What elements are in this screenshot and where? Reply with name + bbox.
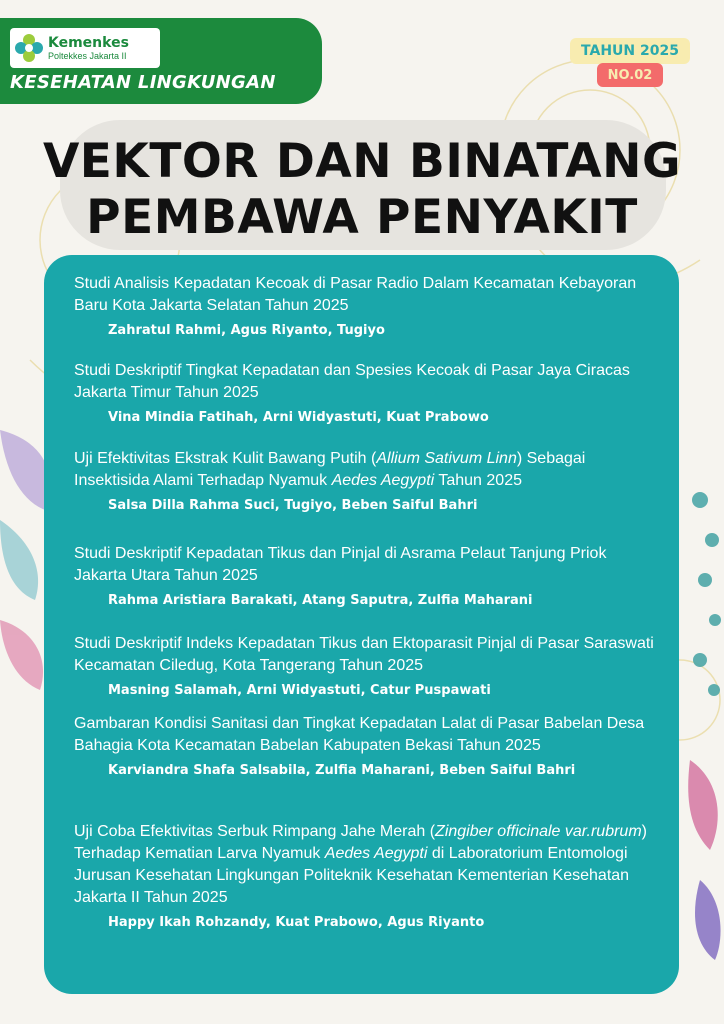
article-authors: Vina Mindia Fatihah, Arni Widyastuti, Kuat Prabowo: [108, 410, 489, 425]
article-title: [74, 360, 659, 404]
article-title: [74, 633, 659, 677]
title-text: di Laboratorium Entomologi Jurusan Kesehatan Lingkungan Politeknik Kesehatan Kementerian Kesehatan Jakarta II Tahun 2025: [74, 845, 630, 906]
title-text: Uji Coba Efektivitas Serbuk Rimpang Jahe Merah (: [74, 823, 436, 840]
article-title: [74, 543, 659, 587]
article-list-card: [44, 255, 679, 994]
title-text: ) Sebagai Insektisida Alami Terhadap Nyamuk: [74, 450, 586, 489]
species-name: Aedes Aegypti: [331, 472, 435, 489]
header-band: [0, 18, 322, 104]
leaf-left-decoration: [0, 430, 50, 690]
list-item: [74, 543, 659, 608]
logo-title: Kemenkes: [48, 34, 129, 51]
species-name: Aedes Aegypti: [324, 845, 428, 862]
title-text: ) Terhadap Kematian Larva Nyamuk: [74, 823, 647, 862]
department-label: KESEHATAN LINGKUNGAN: [10, 72, 276, 93]
list-item: [74, 448, 659, 513]
article-authors: Salsa Dilla Rahma Suci, Tugiyo, Beben Saiful Bahri: [108, 498, 478, 513]
species-name: Allium Sativum Linn: [376, 450, 517, 467]
list-item: [74, 360, 659, 425]
title-text: Studi Analisis Kepadatan Kecoak di Pasar Radio Dalam Kecamatan Kebayoran Baru Kota Jakarta Selatan Tahun 2025: [74, 275, 637, 314]
article-title: [74, 273, 659, 317]
leaf-right-decoration: [688, 492, 721, 960]
issue-badge: NO.02: [597, 63, 663, 87]
list-item: [74, 633, 659, 698]
title-text: Studi Deskriptif Tingkat Kepadatan dan Spesies Kecoak di Pasar Jaya Ciracas Jakarta Timur Tahun 2025: [74, 362, 630, 401]
logo-subtitle: Poltekkes Jakarta II: [48, 50, 127, 61]
article-title: [74, 713, 659, 757]
title-text: Uji Efektivitas Ekstrak Kulit Bawang Putih (: [74, 450, 377, 467]
species-name: Zingiber officinale var.rubrum: [435, 823, 642, 840]
title-text: Tahun 2025: [434, 472, 522, 489]
article-title: [74, 821, 659, 909]
list-item: [74, 713, 659, 778]
title-line-1: VEKTOR DAN BINATANG: [42, 134, 682, 189]
article-authors: Happy Ikah Rohzandy, Kuat Prabowo, Agus Riyanto: [108, 915, 485, 930]
kemenkes-logo-icon: [14, 33, 44, 63]
page-title: [0, 134, 724, 246]
article-title: [74, 448, 659, 492]
list-item: [74, 273, 659, 338]
title-text: Gambaran Kondisi Sanitasi dan Tingkat Kepadatan Lalat di Pasar Babelan Desa Bahagia Kota Kecamatan Babelan Kabupaten Bekasi Tahun 2025: [74, 715, 645, 754]
title-line-2: PEMBAWA PENYAKIT: [86, 190, 638, 245]
article-authors: Karviandra Shafa Salsabila, Zulfia Maharani, Beben Saiful Bahri: [108, 763, 576, 778]
title-text: Studi Deskriptif Indeks Kepadatan Tikus dan Ektoparasit Pinjal di Pasar Saraswati Kecamatan Ciledug, Kota Tangerang Tahun 2025: [74, 635, 654, 674]
article-authors: Rahma Aristiara Barakati, Atang Saputra, Zulfia Maharani: [108, 593, 533, 608]
kemenkes-logo: [10, 28, 160, 68]
year-badge: TAHUN 2025: [570, 38, 690, 64]
list-item: [74, 821, 659, 930]
title-text: Studi Deskriptif Kepadatan Tikus dan Pinjal di Asrama Pelaut Tanjung Priok Jakarta Utara Tahun 2025: [74, 545, 607, 584]
article-authors: Zahratul Rahmi, Agus Riyanto, Tugiyo: [108, 323, 385, 338]
article-authors: Masning Salamah, Arni Widyastuti, Catur Puspawati: [108, 683, 491, 698]
